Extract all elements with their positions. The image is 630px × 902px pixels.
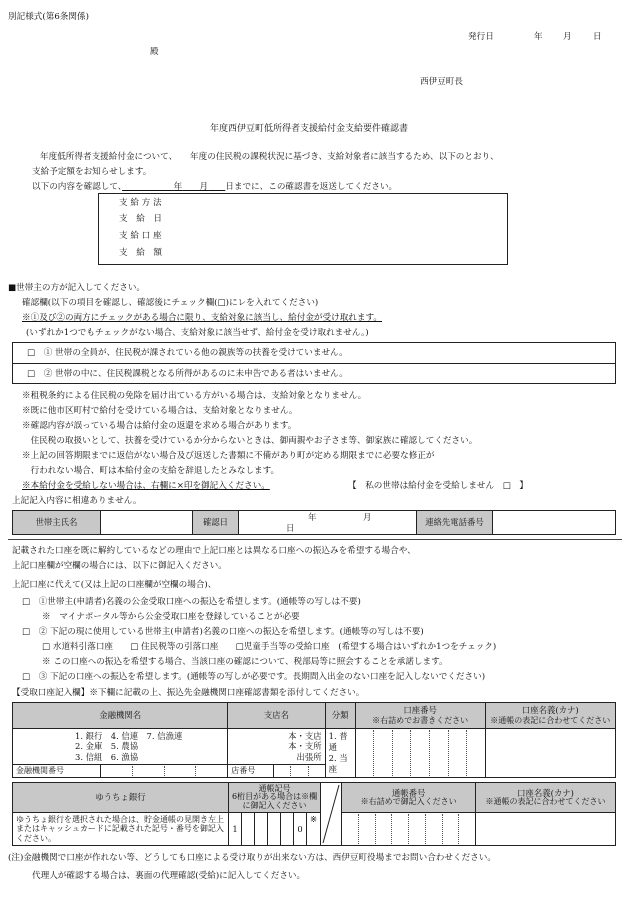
payment-amount-label: 支 給 額 [119,248,162,258]
yucho-number-field[interactable] [342,813,476,846]
account-holder-header: 口座名義(カナ) ※通帳の表記に合わせてください [485,703,615,729]
issuer: 西伊豆町長 [420,77,463,87]
account-option-1[interactable]: □ ①世帯主(申請者)名義の公金受取口座への振込を希望します。(通帳等の写しは不要) [22,597,361,607]
bank-code-label: 金融機関番号 [13,765,101,778]
account-type-field[interactable]: 1. 普通 2. 当座 [325,729,355,778]
note-5: ※上記の回答期限までに返信がない場合及び返送した書類に不備があり町が定める期限までに必要な修正が [22,451,435,461]
form-number: 別記様式(第6条関係) [8,12,89,22]
phone-field[interactable] [493,511,616,535]
signature-table [12,510,616,535]
confirm-date-field[interactable]: 年 月 日 [239,511,417,535]
divider [8,539,622,540]
decline-checkbox[interactable]: 【 私の世帯は給付金を受給しません □ 】 [348,481,528,491]
yucho-code-star[interactable]: ※ [307,813,321,846]
yucho-table [12,782,616,846]
issue-date-label: 発行日 [468,32,494,42]
account-change-line-1: 記載された口座を既に解約しているなどの理由で上記口座とは異なる口座への振込みを希望する場合や、 [12,546,416,556]
householder-heading: ■世帯主の方が記入してください。 [8,283,146,293]
check-item-2[interactable]: □ ② 世帯の中に、住民税課税となる所得があるのに未申告である者はいません。 [27,369,348,379]
account-holder-field[interactable] [485,729,615,778]
type-header: 分類 [325,703,355,729]
branch-name-header: 支店名 [228,703,325,729]
yucho-slash [321,783,342,846]
bank-code-field[interactable] [101,765,228,778]
payment-date-label: 支 給 日 [119,214,162,224]
account-change-line-3: 上記口座に代えて(又は上記の口座欄が空欄の場合)、 [12,580,217,590]
payment-account-label: 支 給 口 座 [119,231,162,241]
yucho-code-digit-4[interactable] [268,813,281,846]
branch-code-label: 店番号 [228,765,274,778]
account-number-field[interactable] [355,729,485,778]
issue-year: 年 [534,32,543,42]
account-option-2-sub[interactable]: □ 水道料引落口座 □ 住民税等の引落口座 □児童手当等の受給口座 (希望する場合はいずれか1つをチェック) [42,642,497,652]
account-option-3[interactable]: □ ③ 下記の口座への振込を希望します。(通帳等の写しが必要です。長期間入出金のない口座を記入しないでください) [22,672,486,682]
account-option-2[interactable]: □ ② 下記の現に使用している世帯主(申請者)名義の口座への振込を希望します。(通帳等の写しは不要) [22,627,424,637]
phone-label: 連絡先電話番号 [417,511,493,535]
addressee-suffix: 殿 [150,47,159,57]
yucho-code-digit-3[interactable] [255,813,268,846]
yucho-holder-header: 口座名義(カナ) ※通帳の表記に合わせてください [476,783,616,813]
yucho-holder-field[interactable] [476,813,616,846]
bank-name-header: 金融機関名 [13,703,228,729]
yucho-code-header: 通帳記号 6桁目がある場合は※欄に御記入ください [229,783,321,813]
footer-note-2: 代理人が確認する場合は、裏面の代理確認(受給)に記入してください。 [32,871,306,881]
issue-day: 日 [593,32,602,42]
payment-info-box [98,193,508,265]
branch-name-field[interactable]: 本・支店 本・支所 出張所 [228,729,325,765]
check-instruction: 確認欄(以下の項目を確認し、確認後にチェック欄(□)にレを入れてください) [22,298,319,308]
account-change-line-2: 上記口座欄が空欄の場合には、以下に御記入ください。 [12,561,227,571]
note-1: ※租税条約による住民税の免除を届け出ている方がいる場合は、支給対象となりません。 [22,391,367,401]
check-items-box [12,342,616,384]
householder-name-label: 世帯主氏名 [13,511,101,535]
note-3: ※確認内容が誤っている場合は給付金の返還を求める場合があります。 [22,421,297,431]
householder-name-field[interactable] [101,511,193,535]
note-6: 行われない場合、町は本給付金の支給を辞退したとみなします。 [22,466,280,476]
yucho-code-digit-6: 0 [294,813,307,846]
intro-line-2: 支給予定額をお知らせします。 [32,167,152,177]
yucho-label: ゆうちょ銀行 [13,783,229,813]
yucho-number-header: 通帳番号 ※右詰めで御記入ください [342,783,476,813]
intro-line-1: 年度低所得者支援給付金について、 年度の住民税の課税状況に基づき、支給対象者に該当するため、以下のとおり、 [40,152,499,162]
decline-note: ※本給付金を受給しない場合は、右欄に×印を御記入ください。 [22,481,270,491]
note-4: 住民税の取扱いとして、扶養を受けているか分からないときは、御両親やお子さま等、御家族に確認してください。 [22,436,478,446]
bank-account-table [12,702,616,778]
bank-name-field[interactable]: 1. 銀行 4. 信連 7. 信漁連 2. 金庫 5. 農協 3. 信組 6. 漁協 [13,729,228,765]
footer-note-1: (注)金融機関で口座が作れない等、どうしても口座による受け取りが出来ない方は、西伊豆町役場までお問い合わせください。 [8,853,496,863]
issue-month: 月 [563,32,572,42]
either-note: (いずれか1つでもチェックがない場合、支給対象に該当せず、給付金を受け取れません。) [26,328,369,338]
page-title: 年度西伊豆町低所得者支援給付金支給要件確認書 [210,124,409,134]
note-2: ※既に他市区町村で給付を受けている場合は、支給対象となりません。 [22,406,298,416]
account-number-header: 口座番号 ※右詰めでお書きください [355,703,485,729]
branch-code-field[interactable] [274,765,325,778]
intro-line-3: 以下の内容を確認して、 年 月 日までに、この確認書を返送してください。 [32,182,398,192]
confirm-date-label: 確認日 [193,511,239,535]
payment-method-label: 支 給 方 法 [119,198,162,208]
yucho-code-digit-1: 1 [229,813,242,846]
yucho-code-digit-2[interactable] [242,813,255,846]
account-option-1-note: ※ マイナポータル等から公金受取口座を登録していることが必要 [42,612,300,622]
yucho-description: ゆうちょ銀行を選択された場合は、貯金通帳の見開き左上またはキャッシュカードに記載された記号・番号を御記入ください。 [13,813,229,846]
account-option-2-note: ※ この口座への振込を希望する場合、当該口座の確認について、税部局等に照会することを承諾します。 [42,657,448,667]
check-item-1[interactable]: □ ① 世帯の全員が、住民税が課されている他の親族等の扶養を受けていません。 [27,348,348,358]
both-checked-note: ※①及び②の両方にチェックがある場合に限り、支給対象に該当し、給付金が受け取れます。 [22,313,382,323]
yucho-code-digit-5[interactable] [281,813,294,846]
bank-form-heading: 【受取口座記入欄】※下欄に記載の上、振込先金融機関口座確認書類を添付してください。 [12,688,365,698]
confirm-line: 上記記入内容に相違ありません。 [12,496,142,506]
